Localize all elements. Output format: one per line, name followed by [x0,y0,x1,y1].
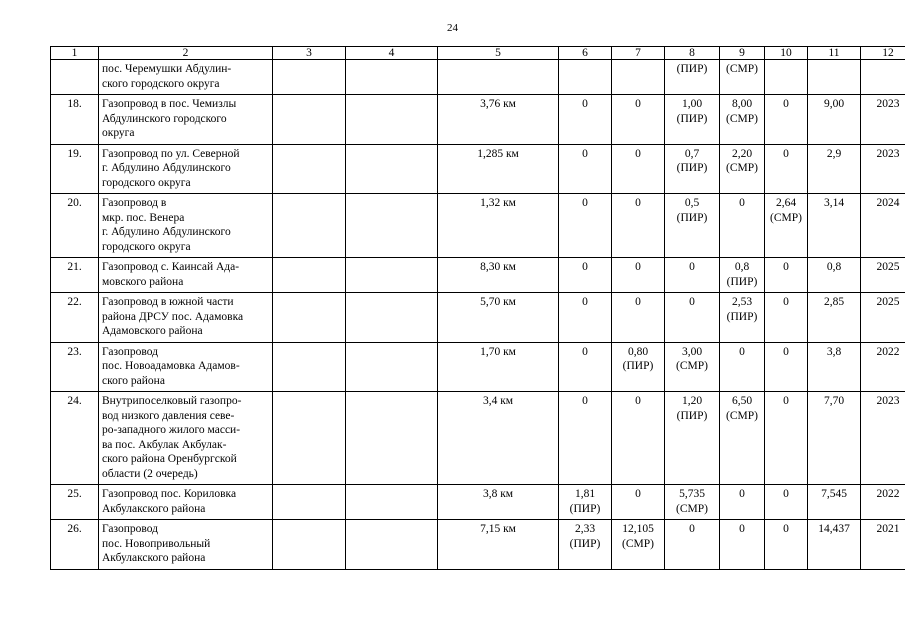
value-cell-8: 5,735 (СМР) [665,485,720,520]
value-cell-6: 0 [559,293,612,343]
value-cell-6: 0 [559,392,612,485]
value-cell-6: 0 [559,95,612,145]
row-number-cell [51,60,99,95]
object-name-cell: Внутрипоселковый газопро- вод низкого давления севе- ро-западного жилого масси- ва пос. Акбулак Акбулак- ского района Оренбургской области (2 очередь) [99,392,273,485]
value-cell-12: 2022 [861,485,905,520]
value-cell-8: 0 [665,258,720,293]
value-cell-3 [273,258,346,293]
value-cell-11: 2,9 [808,144,861,194]
value-cell-5: 8,30 км [438,258,559,293]
value-cell-6: 0 [559,194,612,258]
object-name-cell: Газопровод в пос. Чемизлы Абдулинского городского округа [99,95,273,145]
value-cell-3 [273,194,346,258]
table-row [51,392,905,485]
value-cell-8: (ПИР) [665,60,720,95]
value-cell-9: 0 [720,520,765,570]
value-cell-3 [273,485,346,520]
value-cell-4 [346,194,438,258]
value-cell-4 [346,144,438,194]
table-row [51,144,905,194]
value-cell-10: 0 [765,95,808,145]
value-cell-12: 2024 [861,194,905,258]
header-cell-6: 6 [559,47,612,60]
value-cell-4 [346,392,438,485]
value-cell-8: 0 [665,520,720,570]
header-cell-2: 2 [99,47,273,60]
header-cell-10: 10 [765,47,808,60]
value-cell-9: 0 [720,342,765,392]
value-cell-11 [808,60,861,95]
value-cell-5 [438,60,559,95]
value-cell-10: 2,64 (СМР) [765,194,808,258]
object-name-cell: Газопровод в южной части района ДРСУ пос. Адамовка Адамовского района [99,293,273,343]
gas-pipeline-table [50,46,905,570]
value-cell-4 [346,60,438,95]
value-cell-12: 2021 [861,520,905,570]
value-cell-8: 1,20 (ПИР) [665,392,720,485]
object-name-cell: Газопровод пос. Новопривольный Акбулакского района [99,520,273,570]
table-row [51,342,905,392]
row-number-cell: 20. [51,194,99,258]
value-cell-10: 0 [765,144,808,194]
row-number-cell: 23. [51,342,99,392]
table-row [51,60,905,95]
header-cell-12: 12 [861,47,905,60]
value-cell-6: 0 [559,342,612,392]
value-cell-7: 0,80 (ПИР) [612,342,665,392]
table-row [51,293,905,343]
value-cell-9: 0 [720,485,765,520]
value-cell-6 [559,60,612,95]
row-number-cell: 21. [51,258,99,293]
row-number-cell: 22. [51,293,99,343]
row-number-cell: 24. [51,392,99,485]
header-cell-11: 11 [808,47,861,60]
table-row [51,520,905,570]
value-cell-12 [861,60,905,95]
value-cell-3 [273,342,346,392]
value-cell-4 [346,258,438,293]
row-number-cell: 19. [51,144,99,194]
value-cell-4 [346,293,438,343]
value-cell-10: 0 [765,392,808,485]
value-cell-8: 1,00 (ПИР) [665,95,720,145]
value-cell-7 [612,60,665,95]
value-cell-11: 9,00 [808,95,861,145]
table-row [51,258,905,293]
value-cell-12: 2023 [861,95,905,145]
object-name-cell: Газопровод с. Каинсай Ада- мовского района [99,258,273,293]
value-cell-10 [765,60,808,95]
value-cell-5: 7,15 км [438,520,559,570]
object-name-cell: Газопровод по ул. Северной г. Абдулино Абдулинского городского округа [99,144,273,194]
value-cell-9: 0,8 (ПИР) [720,258,765,293]
value-cell-8: 0,5 (ПИР) [665,194,720,258]
value-cell-7: 0 [612,485,665,520]
header-cell-1: 1 [51,47,99,60]
value-cell-7: 0 [612,392,665,485]
value-cell-5: 3,8 км [438,485,559,520]
value-cell-6: 0 [559,258,612,293]
object-name-cell: Газопровод в мкр. пос. Венера г. Абдулино Абдулинского городского округа [99,194,273,258]
value-cell-11: 7,70 [808,392,861,485]
value-cell-7: 0 [612,95,665,145]
value-cell-12: 2022 [861,342,905,392]
value-cell-6: 0 [559,144,612,194]
value-cell-9: (СМР) [720,60,765,95]
value-cell-9: 2,20 (СМР) [720,144,765,194]
object-name-cell: Газопровод пос. Кориловка Акбулакского района [99,485,273,520]
value-cell-11: 2,85 [808,293,861,343]
header-cell-8: 8 [665,47,720,60]
value-cell-7: 0 [612,258,665,293]
value-cell-9: 8,00 (СМР) [720,95,765,145]
value-cell-11: 14,437 [808,520,861,570]
value-cell-10: 0 [765,485,808,520]
value-cell-11: 3,8 [808,342,861,392]
header-cell-5: 5 [438,47,559,60]
value-cell-10: 0 [765,520,808,570]
value-cell-4 [346,485,438,520]
value-cell-3 [273,144,346,194]
value-cell-3 [273,95,346,145]
row-number-cell: 26. [51,520,99,570]
header-cell-7: 7 [612,47,665,60]
value-cell-5: 1,32 км [438,194,559,258]
value-cell-9: 2,53 (ПИР) [720,293,765,343]
value-cell-10: 0 [765,258,808,293]
value-cell-8: 0,7 (ПИР) [665,144,720,194]
page-number: 24 [447,22,458,34]
value-cell-11: 7,545 [808,485,861,520]
value-cell-5: 1,285 км [438,144,559,194]
value-cell-3 [273,392,346,485]
value-cell-6: 1,81 (ПИР) [559,485,612,520]
header-cell-9: 9 [720,47,765,60]
value-cell-12: 2025 [861,258,905,293]
header-row [51,47,905,60]
object-name-cell: пос. Черемушки Абдулин- ского городского округа [99,60,273,95]
value-cell-11: 0,8 [808,258,861,293]
value-cell-3 [273,520,346,570]
table-row [51,95,905,145]
value-cell-4 [346,342,438,392]
value-cell-5: 3,4 км [438,392,559,485]
value-cell-7: 0 [612,293,665,343]
value-cell-3 [273,293,346,343]
table-row [51,485,905,520]
value-cell-7: 12,105 (СМР) [612,520,665,570]
header-cell-3: 3 [273,47,346,60]
value-cell-9: 0 [720,194,765,258]
row-number-cell: 18. [51,95,99,145]
header-cell-4: 4 [346,47,438,60]
value-cell-7: 0 [612,194,665,258]
value-cell-5: 3,76 км [438,95,559,145]
value-cell-8: 3,00 (СМР) [665,342,720,392]
value-cell-12: 2023 [861,392,905,485]
value-cell-10: 0 [765,293,808,343]
value-cell-4 [346,520,438,570]
value-cell-12: 2025 [861,293,905,343]
value-cell-9: 6,50 (СМР) [720,392,765,485]
value-cell-7: 0 [612,144,665,194]
row-number-cell: 25. [51,485,99,520]
value-cell-10: 0 [765,342,808,392]
value-cell-5: 5,70 км [438,293,559,343]
value-cell-11: 3,14 [808,194,861,258]
value-cell-5: 1,70 км [438,342,559,392]
value-cell-6: 2,33 (ПИР) [559,520,612,570]
value-cell-12: 2023 [861,144,905,194]
value-cell-4 [346,95,438,145]
table-row [51,194,905,258]
value-cell-8: 0 [665,293,720,343]
value-cell-3 [273,60,346,95]
object-name-cell: Газопровод пос. Новоадамовка Адамов- ского района [99,342,273,392]
